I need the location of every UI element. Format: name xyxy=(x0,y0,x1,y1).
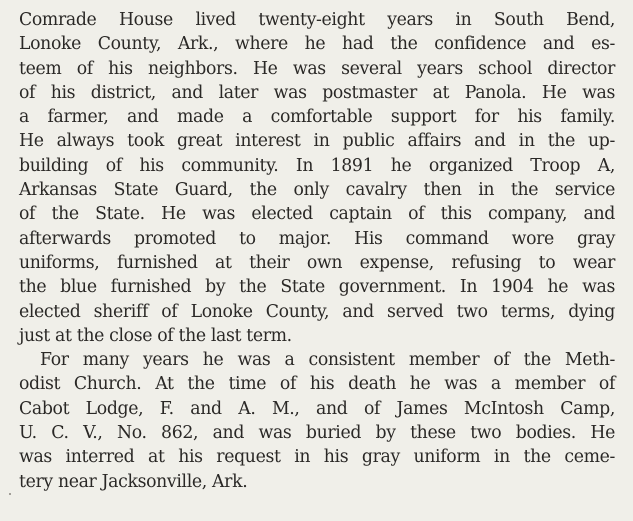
text-line: He always took great interest in public affairs and in the up- xyxy=(19,131,615,152)
text-line: U. C. V., No. 862, and was buried by these two bodies. He xyxy=(19,423,615,444)
text-line: was interred at his request in his gray uniform in the ceme- xyxy=(19,447,615,468)
text-line: tery near Jacksonville, Ark. xyxy=(19,471,248,492)
text-line: of his district, and later was postmaster at Panola. He was xyxy=(19,82,615,103)
text-line: Comrade House lived twenty-eight years in South Bend, xyxy=(19,10,615,30)
text-line: Lonoke County, Ark., where he had the confidence and es- xyxy=(19,34,615,55)
text-line: the blue furnished by the State government. In 1904 he was xyxy=(19,277,615,298)
text-line: just at the close of the last term. xyxy=(19,325,292,346)
text-line: teem of his neighbors. He was several years school director xyxy=(19,58,615,79)
text-line: of the State. He was elected captain of this company, and xyxy=(19,204,615,225)
text-line: afterwards promoted to major. His command wore gray xyxy=(19,228,615,249)
text-line: For many years he was a consistent member of the Meth- xyxy=(40,350,615,371)
paragraph-2 xyxy=(19,348,633,494)
text-line: Cabot Lodge, F. and A. M., and of James McIntosh Camp, xyxy=(19,398,615,419)
text-line: elected sheriff of Lonoke County, and served two terms, dying xyxy=(19,301,615,322)
text-line: uniforms, furnished at their own expense, refusing to wear xyxy=(19,252,615,273)
text-line: building of his community. In 1891 he organized Troop A, xyxy=(19,155,615,176)
paragraph-1 xyxy=(19,8,633,348)
text-line: Arkansas State Guard, the only cavalry then in the service xyxy=(19,180,615,201)
text-line: a farmer, and made a comfortable support for his family. xyxy=(19,107,615,128)
print-speck xyxy=(9,493,11,495)
text-line: odist Church. At the time of his death he was a member of xyxy=(19,374,615,395)
